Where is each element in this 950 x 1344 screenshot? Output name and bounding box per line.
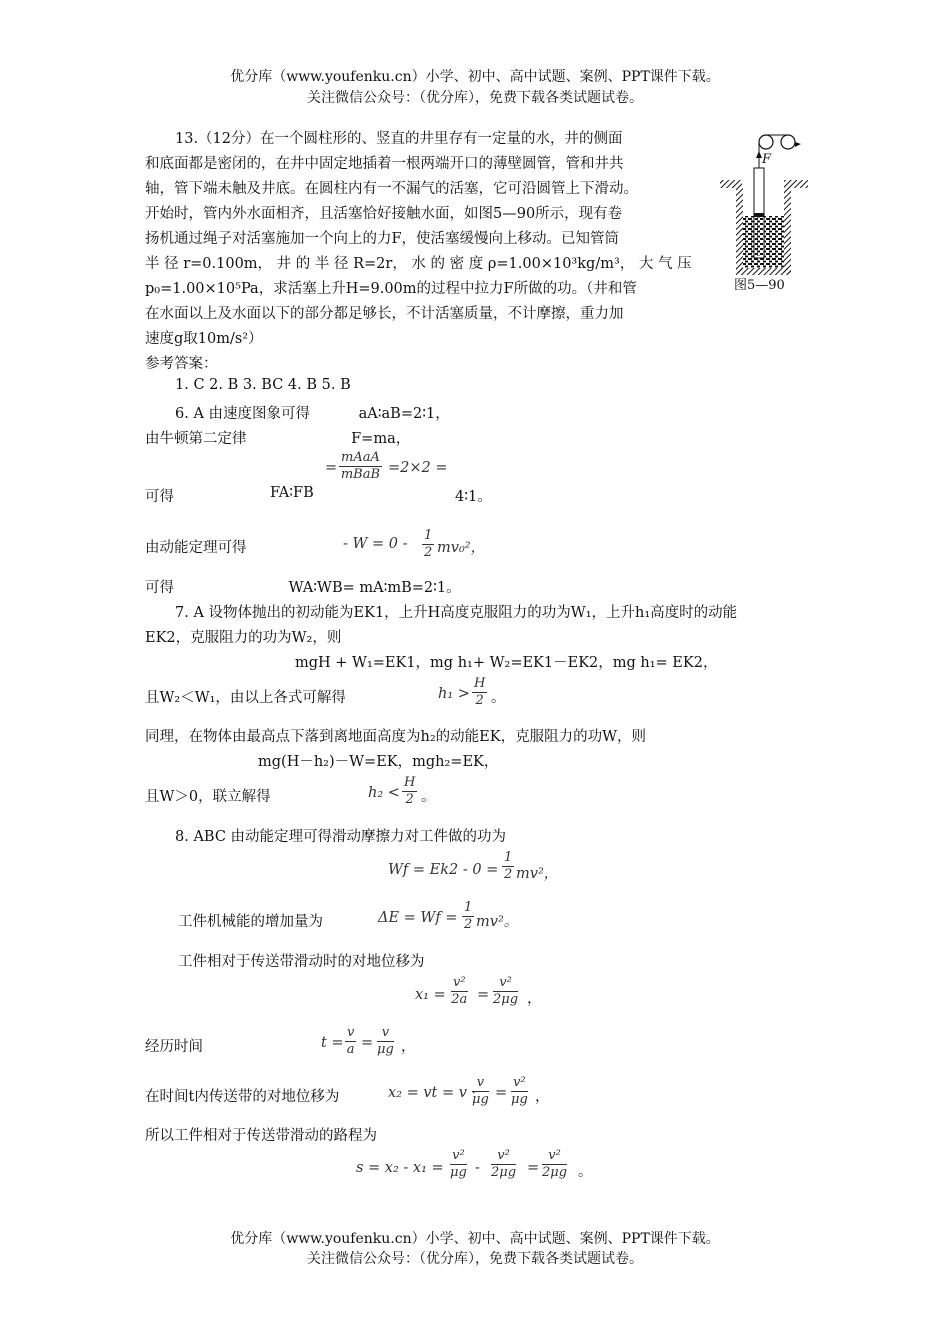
eq: x₂ = vt = v · [388, 1085, 477, 1101]
tail: mv²。 [476, 914, 519, 930]
problem-line: 轴，管下端未触及井底。在圆柱内有一不漏气的活塞，它可沿圆管上下滑动。 [145, 181, 638, 197]
den: μg [450, 1165, 467, 1180]
problem-line: 13.（12分）在一个圆柱形的、竖直的井里存有一定量的水，井的侧面 [175, 131, 623, 147]
den: 2μg [542, 1165, 568, 1180]
frac [502, 850, 514, 883]
problem-line: 扬机通过绳子对活塞施加一个向上的力F，使活塞缓慢向上移动。已知管筒 [145, 231, 620, 247]
num: v [377, 1025, 394, 1042]
frac [451, 975, 468, 1008]
eq: ΔE = Wf = [378, 910, 458, 926]
q6-text: 由动能定理可得 [145, 540, 247, 556]
q7-line-3: mgH + W₁=EK1，mg h₁+ W₂=EK1－EK2，mg h₁= EK2， [295, 655, 718, 671]
q7-frac [472, 676, 487, 709]
frac [462, 900, 474, 933]
frac [345, 1025, 356, 1058]
mid: = [495, 1085, 508, 1101]
force-label: F [762, 152, 772, 167]
problem-line: 半 径 r=0.100m， 井 的 半 径 R=2r， 水 的 密 度 ρ=1.00×10³kg/m³， 大 气 压 [145, 256, 692, 272]
q6-text: 6. A 由速度图象可得 [175, 406, 311, 422]
den: 2a [451, 992, 468, 1007]
end: ， [401, 1039, 416, 1055]
figure-caption: 图5—90 [734, 278, 785, 293]
den: 2 [424, 545, 433, 560]
text: 工件机械能的增加量为 [178, 914, 323, 930]
q7-line-2: EK2，克服阻力的功为W₂，则 [145, 630, 342, 646]
q6-eq: F=ma， [351, 431, 411, 447]
q7-line-1: 7. A 设物体抛出的初动能为EK1，上升H高度克服阻力的功为W₁，上升h₁高度时的动能 [175, 605, 738, 621]
mid: - [475, 1160, 480, 1176]
end: 。 [421, 789, 436, 805]
q8-line-8: 所以工件相对于传送带滑动的路程为 [145, 1128, 377, 1144]
q6-eq: FA∶FB [270, 485, 314, 501]
num: v² [453, 975, 466, 990]
den: μg [511, 1092, 528, 1107]
frac [493, 975, 518, 1008]
mid: = [361, 1035, 374, 1051]
eq: Wf = Ek2 - 0 = [388, 862, 499, 878]
frac [491, 1148, 516, 1181]
q6-eq: - W = 0 - [343, 536, 408, 552]
mid: = [477, 987, 490, 1003]
text: 在时间t内传送带的对地位移为 [145, 1089, 340, 1105]
q6-text: 可得 [145, 580, 174, 596]
problem-line: 和底面都是密闭的，在井中固定地插着一根两端开口的薄壁圆管，管和井共 [145, 156, 624, 172]
q6-fraction [339, 450, 382, 483]
answers-choices: 1. C 2. B 3. BC 4. B 5. B [175, 377, 351, 393]
num: v² [491, 1148, 516, 1165]
problem-line: 开始时，管内外水面相齐，且活塞恰好接触水面，如图5—90所示，现有卷 [145, 206, 623, 222]
tail: mv²， [516, 866, 559, 882]
num: v² [542, 1148, 567, 1165]
num: v² [493, 975, 518, 992]
q6-half [422, 528, 434, 561]
q6-line-2 [145, 427, 410, 448]
end: 。 [578, 1164, 593, 1180]
eq: s = x₂ - x₁ = [356, 1160, 444, 1176]
num: 1 [504, 850, 513, 865]
den: 2μg [491, 1165, 517, 1180]
q6-tail: mv₀²， [437, 540, 486, 556]
answers-title: 参考答案： [145, 356, 218, 372]
q6-text: 由牛顿第二定律 [145, 431, 247, 447]
q6-eq: WA∶WB= mA∶mB=2∶1。 [288, 580, 461, 596]
num: v [472, 1075, 489, 1092]
footer-line-1: 优分库（www.youfenku.cn）小学、初中、高中试题、案例、PPT课件下载。 [230, 1231, 720, 1247]
q6-line-1 [175, 402, 450, 423]
den: 2μg [493, 992, 519, 1007]
den: 2 [504, 867, 513, 882]
frac [511, 1075, 528, 1108]
num: v² [450, 1148, 467, 1165]
num: 1 [424, 528, 433, 543]
q6-mid: =2×2 = [388, 460, 448, 476]
num: v² [511, 1075, 528, 1092]
den: μg [377, 1042, 394, 1057]
den: 2 [475, 693, 484, 708]
q7-text: 且W₂＜W₁，由以上各式可解得 [145, 690, 346, 706]
q7-frac [402, 775, 417, 808]
q6-text: 可得 [145, 489, 174, 505]
header-line-2: 关注微信公众号：（优分库），免费下载各类试题试卷。 [307, 90, 643, 106]
num: 1 [464, 900, 473, 915]
well-figure [718, 128, 818, 293]
den: 2 [405, 792, 414, 807]
q6-frac-den: mBaB [340, 467, 381, 482]
den: μg [472, 1092, 489, 1107]
q6-line-5 [145, 576, 461, 597]
end: ， [527, 991, 542, 1007]
q7-eq: h₂ < [368, 785, 400, 801]
q8-line-4: 工件相对于传送带滑动时的对地位移为 [178, 954, 425, 970]
q6-end: 4∶1。 [455, 489, 492, 505]
well-diagram [718, 128, 818, 278]
frac [377, 1025, 394, 1058]
end: 。 [491, 690, 506, 706]
num: H [474, 676, 486, 691]
text: 经历时间 [145, 1039, 203, 1055]
frac [450, 1148, 467, 1181]
header-line-1: 优分库（www.youfenku.cn）小学、初中、高中试题、案例、PPT课件下载。 [230, 69, 720, 85]
den: 2 [464, 917, 473, 932]
problem-line: p₀=1.00×10⁵Pa，求活塞上升H=9.00m的过程中拉力F所做的功。（井和管 [145, 281, 637, 297]
eq: x₁ = [415, 987, 446, 1003]
num: v [347, 1025, 355, 1040]
den: a [346, 1042, 355, 1057]
frac [472, 1075, 489, 1108]
footer-line-2: 关注微信公众号：（优分库），免费下载各类试题试卷。 [307, 1251, 643, 1267]
q7-text: 且W＞0，联立解得 [145, 789, 271, 805]
q6-eq: aA∶aB=2∶1， [358, 406, 450, 422]
mid: = [527, 1160, 540, 1176]
eq: t = [321, 1035, 344, 1051]
num: H [404, 775, 416, 790]
q8-line-1: 8. ABC 由动能定理可得滑动摩擦力对工件做的功为 [175, 829, 507, 845]
problem-line: 速度g取10m/s²） [145, 331, 263, 347]
q7-line-6: mg(H－h₂)－W=EK，mgh₂=EK， [258, 754, 499, 770]
end: ， [535, 1089, 550, 1105]
frac [542, 1148, 567, 1181]
problem-line: 在水面以上及水面以下的部分都足够长，不计活塞质量，不计摩擦，重力加 [145, 306, 624, 322]
q7-eq: h₁ > [438, 686, 470, 702]
q6-frac-num: mAaA [341, 450, 380, 465]
q7-line-5: 同理，在物体由最高点下落到离地面高度为h₂的动能EK，克服阻力的功W，则 [145, 729, 646, 745]
